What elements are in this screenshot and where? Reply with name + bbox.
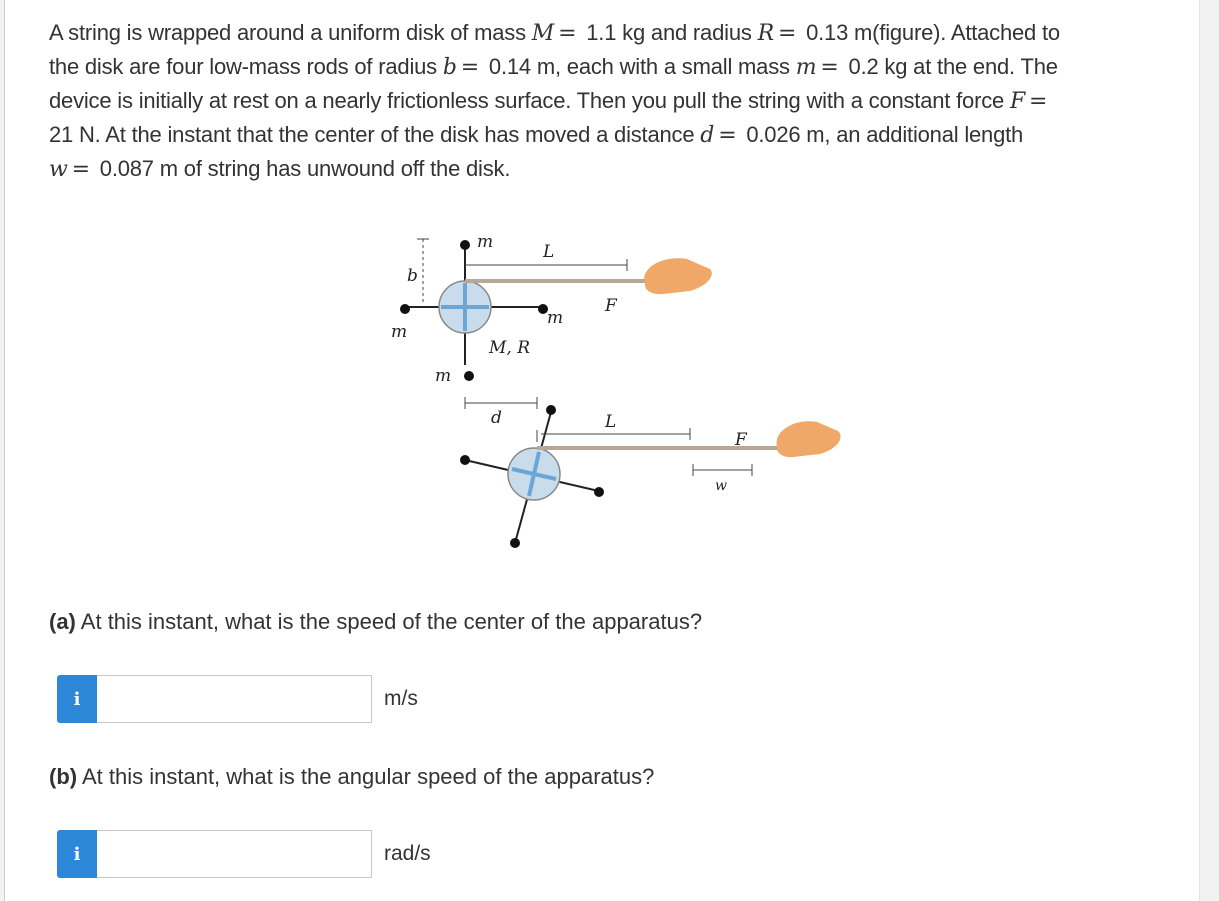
hand-icon bbox=[644, 258, 712, 294]
math-variable: M bbox=[531, 21, 555, 46]
label-F: F bbox=[605, 296, 617, 316]
math-variable: w bbox=[49, 157, 68, 182]
text-segment: 0.13 m(figure). Attached to bbox=[800, 20, 1060, 45]
question-b-label: (b) bbox=[49, 764, 78, 789]
math-variable: m bbox=[795, 55, 817, 80]
question-panel bbox=[4, 0, 1200, 901]
math-variable: d bbox=[700, 123, 715, 148]
label-m: m bbox=[547, 308, 564, 328]
math-equals: = bbox=[718, 123, 737, 148]
point-mass bbox=[460, 240, 470, 250]
point-mass bbox=[400, 304, 410, 314]
point-mass bbox=[510, 538, 520, 548]
label-d: d bbox=[491, 408, 502, 428]
point-mass bbox=[460, 455, 470, 465]
label-F: F bbox=[735, 430, 747, 450]
math-equals: = bbox=[777, 21, 797, 46]
math-equals: = bbox=[460, 55, 479, 80]
math-equals: = bbox=[558, 21, 577, 46]
question-a bbox=[49, 609, 702, 635]
label-m: m bbox=[477, 232, 494, 252]
answer-row-a bbox=[57, 674, 418, 724]
label-b: b bbox=[407, 266, 418, 286]
problem-line-3 bbox=[49, 84, 1179, 118]
question-b-text: At this instant, what is the angular speed of the apparatus? bbox=[77, 764, 655, 789]
math-equals: = bbox=[1029, 89, 1048, 114]
question-a-label: (a) bbox=[49, 609, 76, 634]
answer-input-a[interactable] bbox=[97, 675, 372, 723]
label-L: L bbox=[543, 242, 555, 262]
text-segment: 0.2 kg at the end. The bbox=[842, 54, 1058, 79]
initial-configuration bbox=[391, 232, 712, 386]
text-segment: device is initially at rest on a nearly frictionless surface. Then you pull the string with a constant force bbox=[49, 88, 1010, 113]
label-m: m bbox=[435, 366, 452, 386]
point-mass bbox=[546, 405, 556, 415]
text-segment: 1.1 kg and radius bbox=[580, 20, 758, 45]
info-icon[interactable]: i bbox=[57, 830, 97, 878]
math-variable: R bbox=[757, 21, 774, 46]
text-segment: 0.087 m of string has unwound off the disk. bbox=[93, 156, 511, 181]
question-a-text: At this instant, what is the speed of the center of the apparatus? bbox=[75, 609, 703, 634]
label-m: m bbox=[391, 322, 408, 342]
math-variable: b bbox=[442, 55, 457, 80]
answer-row-b bbox=[57, 829, 431, 879]
problem-statement bbox=[49, 16, 1179, 186]
problem-line-2 bbox=[49, 50, 1179, 84]
unit-label-a: m/s bbox=[384, 687, 418, 710]
disk-apparatus-figure bbox=[365, 225, 855, 560]
problem-line-1 bbox=[49, 16, 1179, 50]
math-equals: = bbox=[820, 55, 839, 80]
text-segment: A string is wrapped around a uniform disk of mass bbox=[49, 20, 532, 45]
problem-line-4 bbox=[49, 118, 1179, 152]
math-equals: = bbox=[71, 157, 90, 182]
text-segment: 0.026 m, an additional length bbox=[740, 122, 1024, 147]
hand-icon bbox=[777, 421, 841, 457]
problem-line-5 bbox=[49, 152, 1179, 186]
answer-input-b[interactable] bbox=[97, 830, 372, 878]
unit-label-b: rad/s bbox=[384, 842, 431, 865]
label-L: L bbox=[605, 412, 617, 432]
math-variable: F bbox=[1009, 89, 1026, 114]
text-segment: 0.14 m, each with a small mass bbox=[483, 54, 796, 79]
point-mass bbox=[464, 371, 474, 381]
label-MR: M, R bbox=[489, 338, 531, 358]
text-segment: the disk are four low-mass rods of radius bbox=[49, 54, 443, 79]
point-mass bbox=[594, 487, 604, 497]
question-b bbox=[49, 764, 654, 790]
label-w: w bbox=[715, 478, 727, 494]
text-segment: 21 N. At the instant that the center of the disk has moved a distance bbox=[49, 122, 701, 147]
displaced-configuration bbox=[460, 397, 841, 548]
info-icon[interactable]: i bbox=[57, 675, 97, 723]
